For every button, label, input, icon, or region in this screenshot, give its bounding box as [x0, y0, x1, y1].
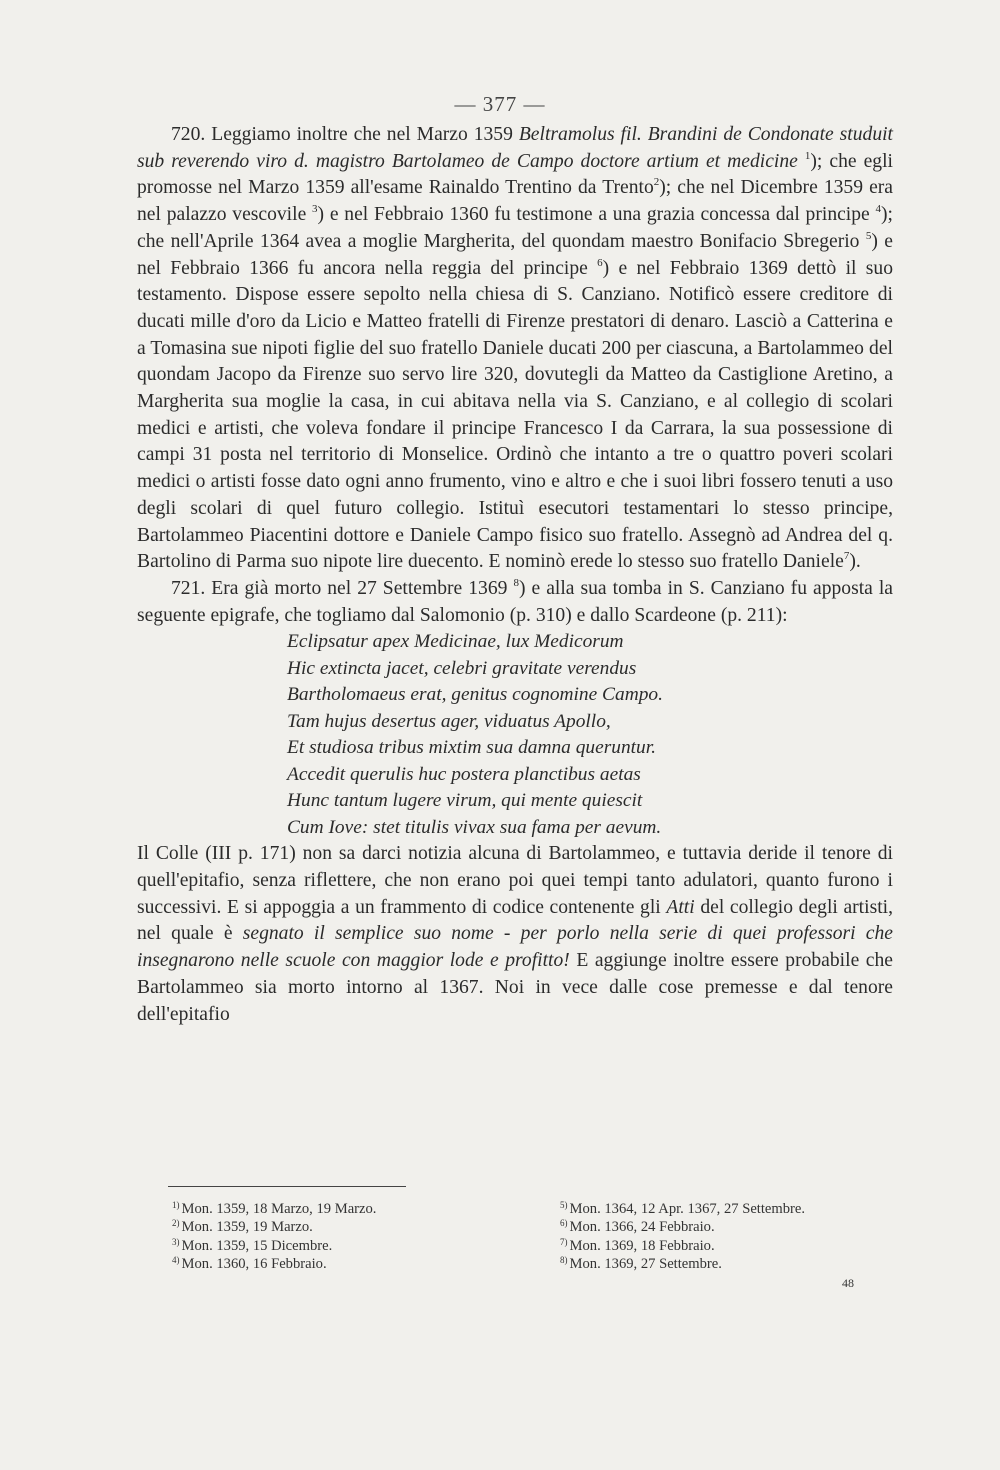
italic-phrase: Atti	[666, 896, 695, 918]
footnotes-left	[172, 1200, 376, 1274]
epigraph-line: Eclipsatur apex Medicinae, lux Medicorum	[287, 631, 624, 653]
footnote: $^{6)}$ Mon. 1366, 24 Febbraio.	[560, 1218, 715, 1236]
epigraph-line: Bartholomaeus erat, genitus cognomine Campo.	[287, 684, 663, 706]
epigraph-line: Hic extincta jacet, celebri gravitate verendus	[287, 657, 637, 679]
paragraph-colle: Il Colle (III p. 171) non sa darci notizia alcuna di Bartolammeo, e tuttavia deride il tenore di quell'epitafio, senza riflettere, che non erano poi quei tempi tanto adulatori, quanto furono i successivi. E si appoggia a un frammento di codice contenente gli Atti del collegio degli artisti, nel quale è segnato il semplice suo nome - per porlo nella serie di quei professori che insegnarono nelle scuole con maggior lode e profitto! E aggiunge inoltre essere probabile che Bartolammeo sia morto intorno al 1367. Noi in vece dalle cose premesse e dal tenore dell'epitafio	[137, 843, 894, 1025]
footnote: $^{8)}$ Mon. 1369, 27 Settembre.	[560, 1255, 722, 1273]
paragraph-number: 721.	[171, 577, 206, 599]
footnote-ref: 5	[865, 229, 872, 242]
footnote-divider	[168, 1186, 406, 1187]
footnote: $^{2)}$ Mon. 1359, 19 Marzo.	[172, 1218, 313, 1236]
epigraph-line: Tam hujus desertus ager, viduatus Apollo,	[287, 710, 611, 732]
footnote: $^{5)}$ Mon. 1364, 12 Apr. 1367, 27 Settembre.	[560, 1200, 806, 1217]
footnotes-right	[560, 1200, 805, 1274]
footnote-ref: 8	[513, 576, 519, 589]
footnote: $^{3)}$ Mon. 1359, 15 Dicembre.	[172, 1236, 333, 1254]
printer-signature: 48	[842, 1276, 854, 1290]
footnote-ref: 2	[653, 176, 660, 189]
epigraph-line: Hunc tantum lugere virum, qui mente quiescit	[287, 790, 643, 812]
footnote-ref: 7	[843, 550, 850, 563]
page-number: — 377 —	[454, 92, 546, 116]
footnote-ref: 1	[804, 149, 811, 162]
footnote: $^{4)}$ Mon. 1360, 16 Febbraio.	[172, 1255, 327, 1273]
body-text	[137, 122, 893, 1028]
footnote: $^{1)}$ Mon. 1359, 18 Marzo, 19 Marzo.	[172, 1200, 377, 1217]
paragraph-720: 720. Leggiamo inoltre che nel Marzo 1359 Beltramolus fil. Brandini de Condonate studuit sub reverendo viro d. magistro Bartolameo de Campo doctore artium et medicine $^1$); che egli promosse nel Marzo 1359 all'esame Rainaldo Trentino da Trento$^2$); che nel Dicembre 1359 era nel palazzo vescovile $^3$) e nel Febbraio 1360 fu testimone a una grazia concessa dal principe $^4$); che nell'Aprile 1364 avea a moglie Margherita, del quondam maestro Bonifacio Sbregerio $^5$) e nel Febbraio 1366 fu ancora nella reggia del principe $^6$) e nel Febbraio 1369 dettò il suo testamento. Dispose essere sepolto nella chiesa di S. Canziano. Notificò essere creditore di ducati mille d'oro da Licio e Matteo fratelli di Firenze prestatori di denaro. Lasciò a Catterina e a Tomasina sue nipoti figlie del suo fratello Daniele ducati 200 per ciascuna, a Bartolammeo del quondam Jacopo da Firenze suo servo lire 320, dovutegli da Matteo da Castiglione Aretino, a Margherita sua moglie la casa, in cui abitava nella via S. Canziano, e al collegio di scolari medici e artisti, che voleva fondare il principe Francesco I da Carrara, la sua possessione di campi 31 posta nel territorio di Monselice. Ordinò che intanto a tre o quattro poveri scolari medici o artisti fosse dato ogni anno frumento, vino e altro e che i suoi libri fossero tenuti a uso degli scolari di quel futuro collegio. Istituì esecutori testamentari lo stesso principe, Bartolammeo Piacentini dottore e Daniele Campo fisico suo fratello. Assegnò ad Andrea del q. Bartolino di Parma suo nipote lire duecento. E nominò erede lo stesso suo fratello Daniele$^7$).	[137, 124, 894, 573]
epigraph-line: Cum Iove: stet titulis vivax sua fama per aevum.	[287, 816, 662, 838]
paragraph-number: 720.	[171, 124, 206, 145]
epigraph	[287, 629, 893, 841]
footnote-ref: 4	[875, 203, 882, 216]
footnote-ref: 3	[312, 203, 318, 216]
italic-phrase: segnato il semplice suo nome - per porlo nella serie di quei professori che insegnarono nelle scuole con maggior lode e profitto!	[137, 923, 894, 972]
epigraph-line: Et studiosa tribus mixtim sua damna queruntur.	[287, 737, 656, 759]
latin-quote: Beltramolus fil. Brandini de Condonate studuit sub reverendo viro d. magistro Bartolameo de Campo doctore artium et medicine	[137, 124, 894, 172]
footnote: $^{7)}$ Mon. 1369, 18 Febbraio.	[560, 1236, 715, 1254]
epigraph-line: Accedit querulis huc postera planctibus aetas	[287, 763, 641, 785]
paragraph-721: 721. Era già morto nel 27 Settembre 1369 $^8$) e alla sua tomba in S. Canziano fu apposta la seguente epigrafe, che togliamo dal Salomonio (p. 310) e dallo Scardeone (p. 211):	[137, 576, 893, 626]
footnote-ref: 6	[597, 256, 603, 269]
